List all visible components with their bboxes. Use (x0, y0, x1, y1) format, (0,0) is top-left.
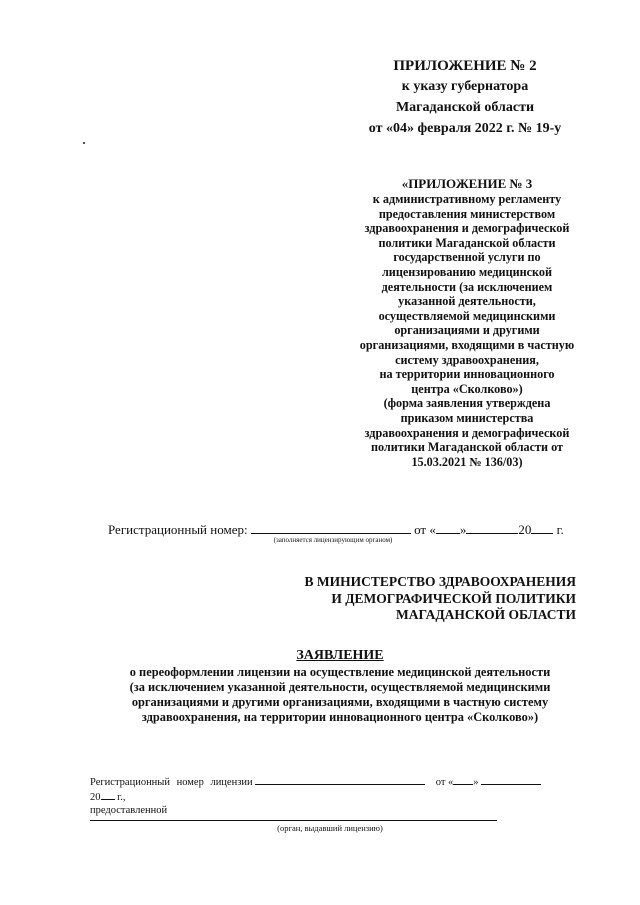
appendix-3-line: 15.03.2021 № 136/03) (411, 454, 523, 469)
appendix-3-line: предоставления министерством (378, 206, 556, 221)
license-registration-block (90, 774, 580, 817)
appendix-3-line: приказом министерства (400, 410, 534, 425)
appendix-3-line: организациями, входящими в частную (359, 337, 575, 352)
appendix-3-line: лицензированию медицинской (381, 264, 553, 279)
appendix-3-line: здравоохранения и демографической (364, 425, 570, 440)
statement-title: ЗАЯВЛЕНИЕ (296, 648, 384, 663)
license-year-field[interactable] (101, 789, 115, 800)
statement-line: здравоохранения, на территории инновационного центра «Сколково») (141, 710, 539, 724)
statement-description (100, 665, 580, 725)
registration-day-field[interactable] (436, 521, 460, 534)
appendix-3-line: (форма заявления утверждена (383, 396, 551, 411)
license-year-suffix: г., (117, 792, 126, 803)
appendix-3-line: политики Магаданской области от (370, 440, 564, 455)
license-from-label: от « (435, 777, 454, 788)
appendix-2-line-3: от «04» февраля 2022 г. № 19-у (368, 121, 562, 136)
stray-dot (83, 142, 85, 144)
appendix-3-block (334, 176, 600, 469)
license-day-field[interactable] (453, 774, 473, 785)
appendix-3-line: осуществляемой медицинскими (378, 308, 556, 323)
appendix-2-line-1: к указу губернатора (401, 79, 529, 94)
issuing-authority-note: (орган, выдавший лицензию) (277, 823, 383, 833)
statement-line: о переоформлении лицензии на осуществление медицинской деятельности (129, 665, 551, 679)
registration-number-label: Регистрационный номер: (108, 522, 248, 537)
appendix-3-line: государственной услуги по (393, 250, 541, 265)
statement-line: организациями и другими организациями, входящими в частную систему (131, 695, 549, 709)
registration-from-label: от « (414, 522, 436, 537)
license-month-field[interactable] (481, 774, 541, 785)
appendix-3-line: систему здравоохранения, (395, 352, 539, 367)
appendix-3-title: «ПРИЛОЖЕНИЕ № 3 (401, 176, 533, 191)
license-provided-label: предоставленной (90, 805, 168, 816)
registration-year-suffix: г. (556, 522, 564, 537)
license-registration-row (90, 774, 580, 789)
registration-year-field[interactable] (531, 521, 553, 534)
license-number-label: Регистрационный номер лицензии (90, 777, 253, 788)
appendix-2-line-2: Магаданской области (395, 100, 535, 115)
license-year-row (90, 789, 580, 804)
registration-month-field[interactable] (466, 521, 518, 534)
registration-quote-close: » (459, 522, 467, 537)
appendix-3-line: центра «Сколково») (411, 381, 523, 396)
license-quote-close: » (473, 777, 479, 788)
appendix-3-line: здравоохранения и демографической (364, 221, 570, 236)
registration-year-prefix: 20 (518, 522, 532, 537)
appendix-3-line: политики Магаданской области (378, 235, 556, 250)
license-number-field[interactable] (255, 774, 425, 785)
statement-line: (за исключением указанной деятельности, осуществляемой медицинскими (129, 680, 551, 694)
ministry-line: В МИНИСТЕРСТВО ЗДРАВООХРАНЕНИЯ (304, 574, 576, 589)
appendix-2-block (330, 56, 600, 139)
appendix-3-line: указанной деятельности, (398, 294, 536, 309)
appendix-3-line: на территории инновационного (379, 367, 555, 382)
registration-note: (заполняется лицензирующим органом) (273, 536, 393, 544)
issuing-authority-field[interactable] (90, 820, 497, 821)
appendix-3-line: организациями и другими (394, 323, 540, 338)
ministry-line: И ДЕМОГРАФИЧЕСКОЙ ПОЛИТИКИ (331, 590, 576, 606)
ministry-addressee (300, 574, 576, 624)
appendix-3-line: к административному регламенту (372, 192, 562, 206)
appendix-3-line: деятельности (за исключением (381, 279, 553, 294)
license-year-prefix: 20 (90, 792, 101, 803)
appendix-2-title: ПРИЛОЖЕНИЕ № 2 (393, 58, 537, 74)
ministry-line: МАГАДАНСКОЙ ОБЛАСТИ (396, 607, 576, 622)
registration-number-field[interactable] (251, 521, 411, 534)
